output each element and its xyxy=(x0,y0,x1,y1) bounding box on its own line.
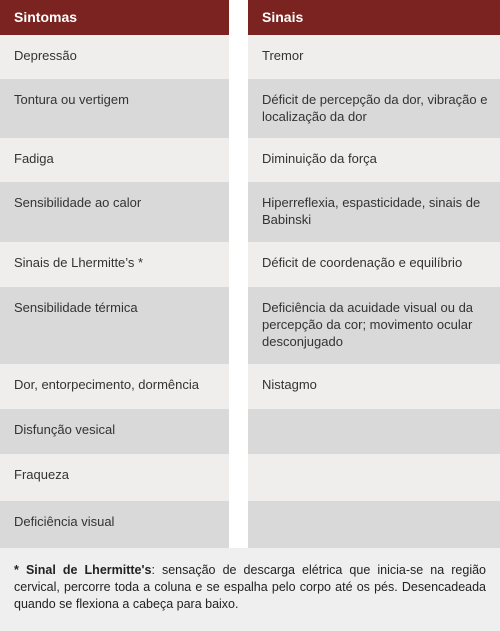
sign-row: Tremor xyxy=(248,35,500,79)
symptom-row: Fraqueza xyxy=(0,454,229,501)
symptoms-column xyxy=(0,0,229,548)
sign-row: Hiperreflexia, espasticidade, sinais de Babinski xyxy=(248,182,500,242)
sign-row xyxy=(248,409,500,454)
footnote-text: : sensação de descarga elétrica que inicia-se na região cervical, percorre toda a coluna e se espalha pelo corpo até os pés. Desencadeada quando se flexiona a cabeça para baixo. xyxy=(14,563,486,611)
symptoms-header: Sintomas xyxy=(0,0,229,35)
sign-row xyxy=(248,454,500,501)
sign-row: Nistagmo xyxy=(248,364,500,409)
sign-row: Déficit de percepção da dor, vibração e localização da dor xyxy=(248,79,500,138)
symptom-row: Fadiga xyxy=(0,138,229,182)
symptom-row: Sensibilidade térmica xyxy=(0,287,229,364)
symptom-row: Sensibilidade ao calor xyxy=(0,182,229,242)
signs-header: Sinais xyxy=(248,0,500,35)
symptom-row: Deficiência visual xyxy=(0,501,229,548)
symptom-row: Dor, entorpecimento, dormência xyxy=(0,364,229,409)
symptom-row: Depressão xyxy=(0,35,229,79)
sign-row xyxy=(248,501,500,548)
footnote xyxy=(0,548,500,631)
symptom-row: Tontura ou vertigem xyxy=(0,79,229,138)
symptom-row: Disfunção vesical xyxy=(0,409,229,454)
symptom-row: Sinais de Lhermitte’s * xyxy=(0,242,229,287)
footnote-term: * Sinal de Lhermitte's xyxy=(14,563,152,577)
sign-row: Diminuição da força xyxy=(248,138,500,182)
sign-row: Deficiência da acuidade visual ou da percepção da cor; movimento ocular desconjugado xyxy=(248,287,500,364)
sign-row: Déficit de coordenação e equilíbrio xyxy=(248,242,500,287)
signs-column xyxy=(248,0,500,548)
